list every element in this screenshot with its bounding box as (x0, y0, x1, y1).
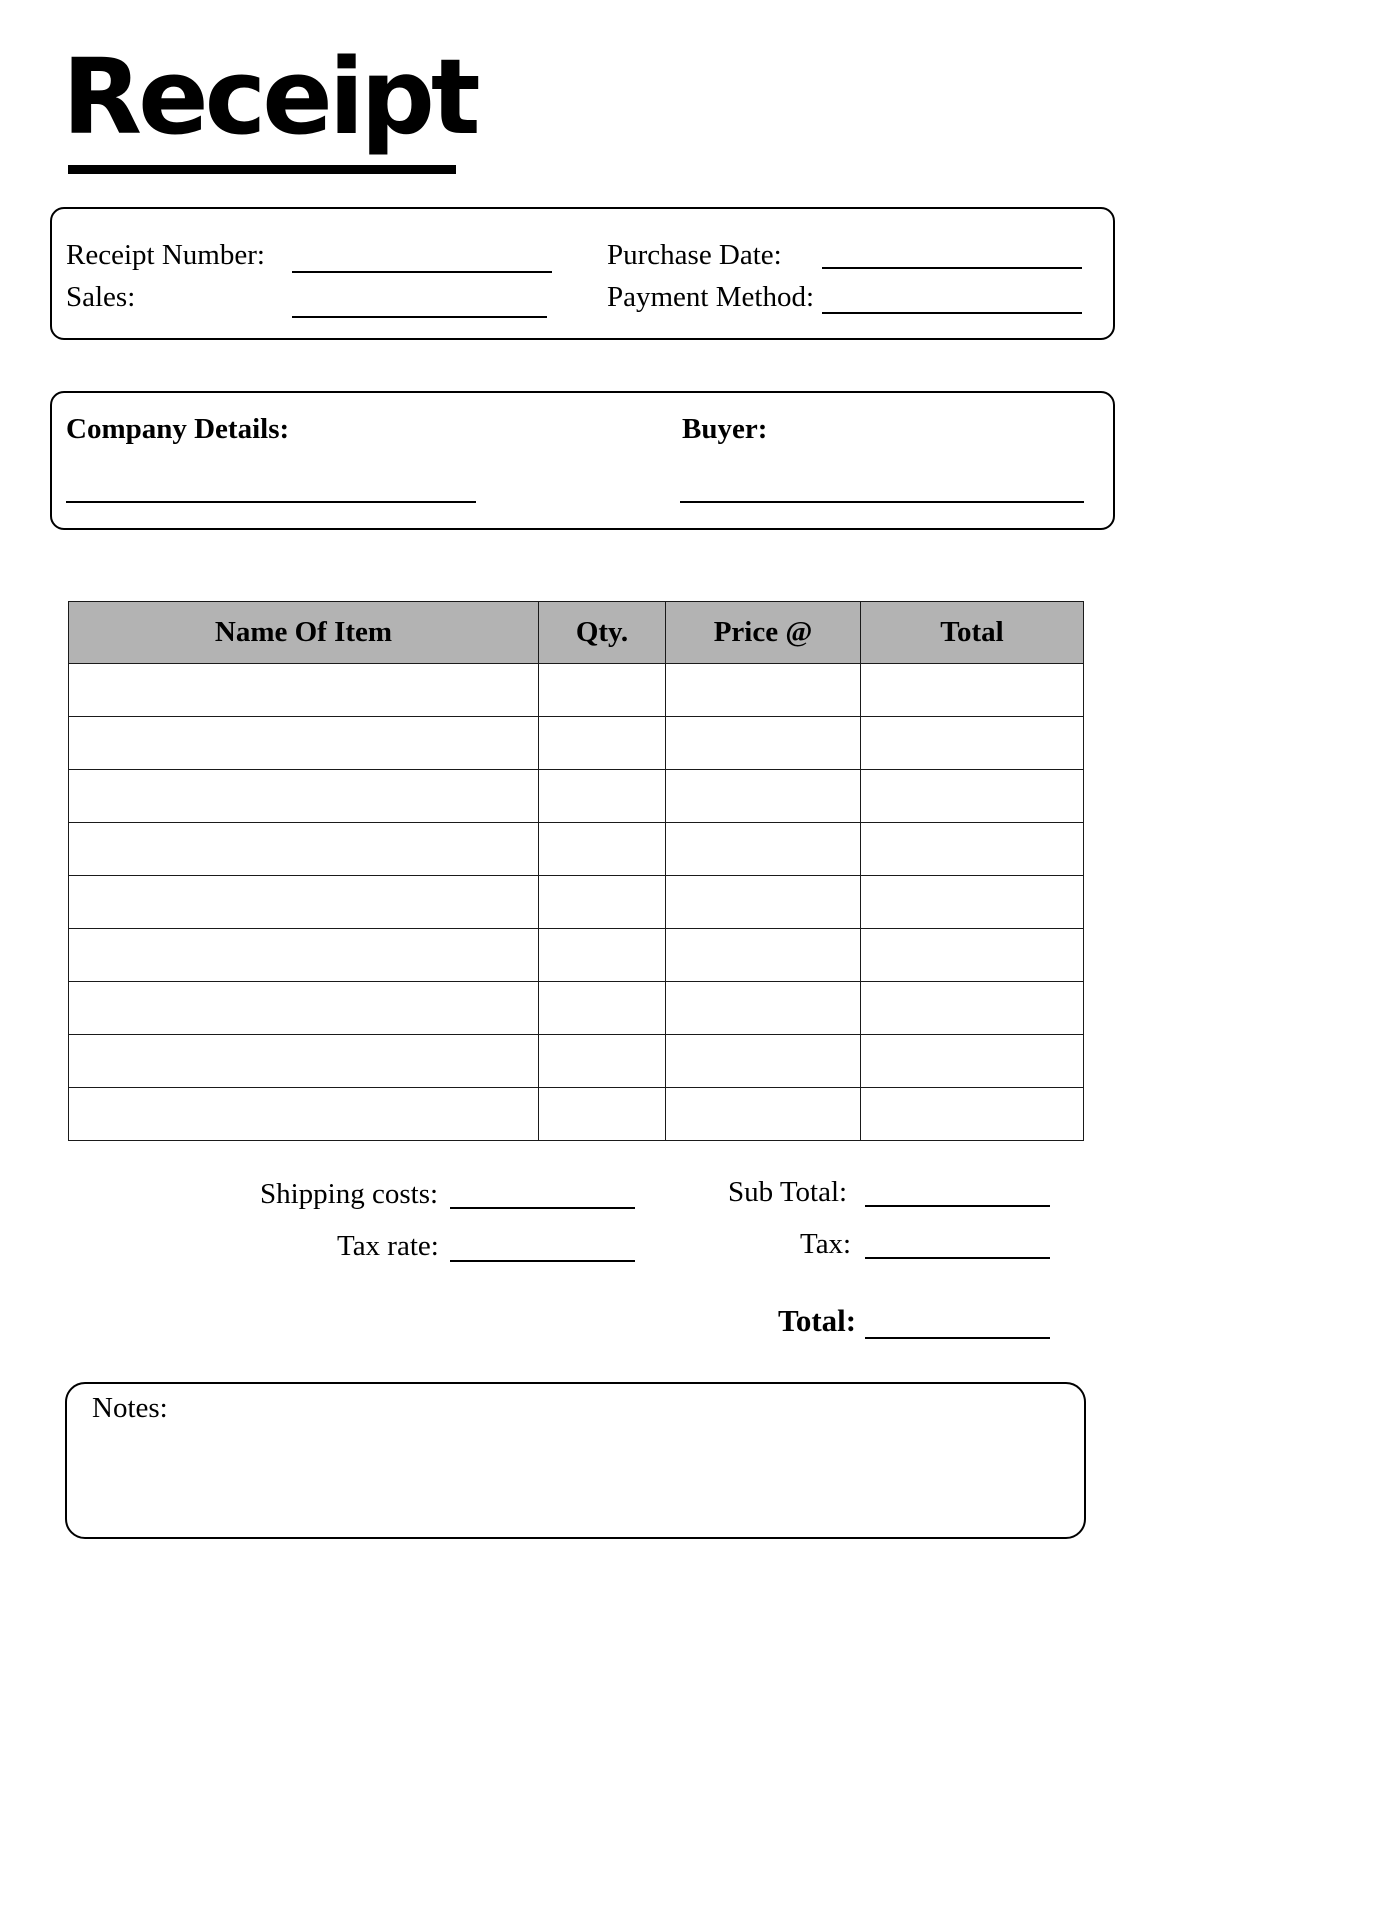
table-cell (539, 717, 666, 770)
table-row (69, 929, 1084, 982)
table-cell (861, 823, 1084, 876)
table-cell (69, 717, 539, 770)
receipt-info-box (50, 207, 1115, 340)
table-cell (539, 982, 666, 1035)
table-cell (69, 770, 539, 823)
purchase-date-label: Purchase Date: (607, 239, 782, 271)
total-label: Total: (778, 1303, 857, 1338)
table-row (69, 770, 1084, 823)
column-header-name-of-item: Name Of Item (69, 602, 539, 664)
total-field-line (865, 1337, 1050, 1339)
shipping-costs-field-line (450, 1207, 635, 1209)
items-table (68, 601, 1084, 1141)
tax-rate-label: Tax rate: (337, 1230, 439, 1262)
tax-label: Tax: (800, 1228, 852, 1260)
column-header-qty: Qty. (539, 602, 666, 664)
page-title: Receipt (62, 36, 477, 158)
tax-field-line (865, 1257, 1050, 1259)
items-table-body (69, 664, 1084, 1141)
shipping-costs-label: Shipping costs: (260, 1178, 439, 1210)
table-cell (666, 876, 861, 929)
company-details-label: Company Details: (66, 413, 290, 445)
items-table-header (69, 602, 1084, 664)
buyer-label: Buyer: (682, 413, 768, 445)
table-cell (69, 982, 539, 1035)
receipt-number-label: Receipt Number: (66, 239, 265, 271)
table-cell (666, 929, 861, 982)
tax-rate-field-line (450, 1260, 635, 1262)
notes-label: Notes: (92, 1392, 168, 1424)
table-cell (539, 929, 666, 982)
table-cell (539, 876, 666, 929)
parties-box (50, 391, 1115, 530)
table-row (69, 717, 1084, 770)
purchase-date-field-line (822, 267, 1082, 269)
table-cell (69, 876, 539, 929)
table-row (69, 982, 1084, 1035)
table-cell (666, 717, 861, 770)
table-cell (539, 1035, 666, 1088)
buyer-field-line (680, 501, 1084, 503)
column-header-price: Price @ (666, 602, 861, 664)
table-cell (666, 664, 861, 717)
table-cell (861, 664, 1084, 717)
payment-method-label: Payment Method: (607, 281, 815, 313)
sub-total-label: Sub Total: (728, 1176, 848, 1208)
receipt-number-field-line (292, 271, 552, 273)
company-details-field-line (66, 501, 476, 503)
table-cell (539, 664, 666, 717)
table-cell (861, 717, 1084, 770)
sub-total-field-line (865, 1205, 1050, 1207)
table-cell (69, 929, 539, 982)
table-cell (861, 1035, 1084, 1088)
table-cell (666, 1088, 861, 1141)
table-cell (69, 1035, 539, 1088)
table-row (69, 1088, 1084, 1141)
items-table-header-row (69, 602, 1084, 664)
payment-method-field-line (822, 312, 1082, 314)
sales-label: Sales: (66, 281, 136, 313)
table-cell (666, 1035, 861, 1088)
table-cell (861, 770, 1084, 823)
table-cell (861, 982, 1084, 1035)
column-header-total: Total (861, 602, 1084, 664)
table-cell (666, 982, 861, 1035)
title-underline (68, 165, 456, 174)
table-cell (69, 1088, 539, 1141)
table-row (69, 664, 1084, 717)
sales-field-line (292, 316, 547, 318)
table-cell (539, 770, 666, 823)
table-row (69, 1035, 1084, 1088)
table-row (69, 876, 1084, 929)
table-cell (666, 770, 861, 823)
table-cell (666, 823, 861, 876)
table-cell (861, 876, 1084, 929)
notes-box (65, 1382, 1086, 1539)
table-cell (861, 1088, 1084, 1141)
table-cell (861, 929, 1084, 982)
table-cell (69, 664, 539, 717)
table-cell (539, 823, 666, 876)
table-row (69, 823, 1084, 876)
table-cell (69, 823, 539, 876)
table-cell (539, 1088, 666, 1141)
